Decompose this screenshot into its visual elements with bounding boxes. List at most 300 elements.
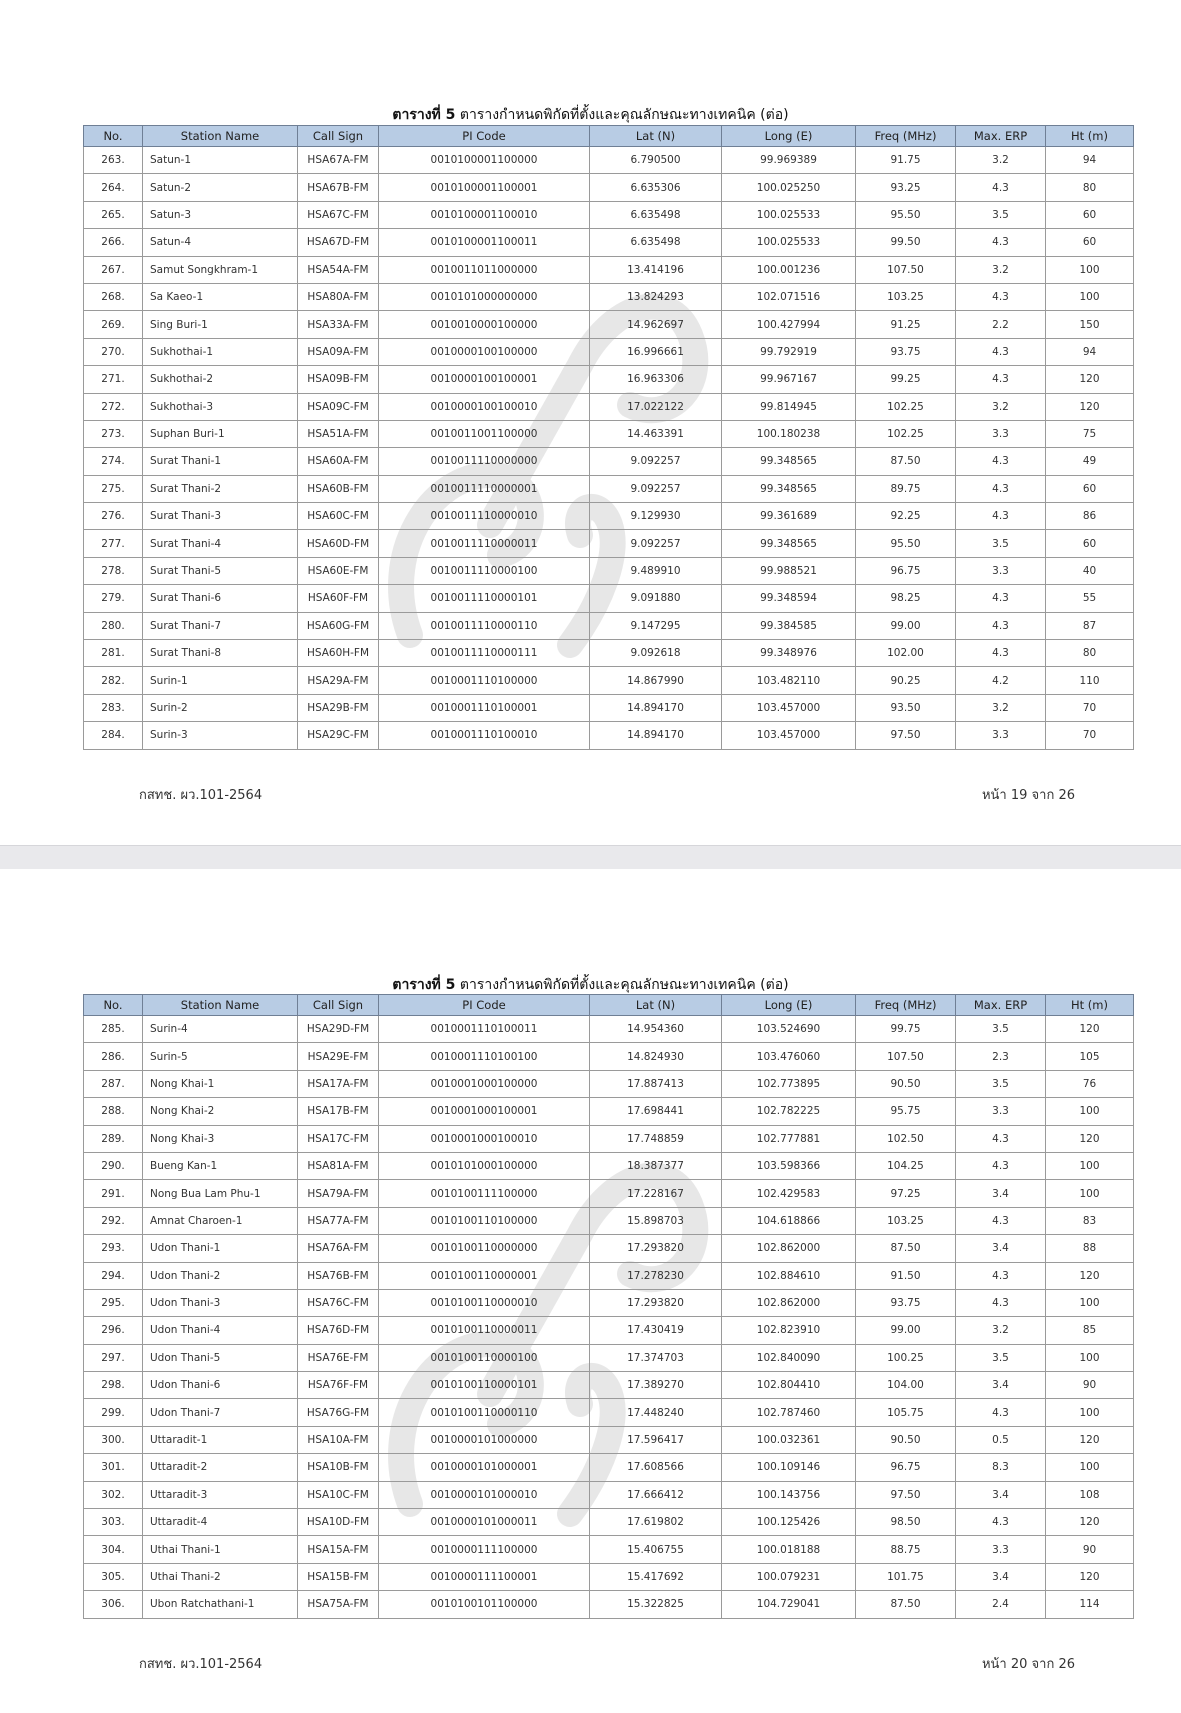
cell-station-name: Surin-1 bbox=[143, 667, 298, 694]
cell-no: 303. bbox=[84, 1509, 143, 1536]
cell-call-sign: HSA60C-FM bbox=[298, 503, 379, 530]
cell-station-name: Surin-2 bbox=[143, 694, 298, 721]
cell-freq: 103.25 bbox=[856, 283, 956, 310]
table-row bbox=[84, 1563, 1134, 1590]
cell-height: 75 bbox=[1046, 420, 1134, 447]
cell-no: 289. bbox=[84, 1125, 143, 1152]
cell-long: 100.427994 bbox=[722, 311, 856, 338]
cell-lat: 15.322825 bbox=[590, 1591, 722, 1618]
cell-freq: 90.50 bbox=[856, 1070, 956, 1097]
cell-pi-code: 0010100110000001 bbox=[379, 1262, 590, 1289]
cell-long: 102.782225 bbox=[722, 1098, 856, 1125]
cell-station-name: Udon Thani-1 bbox=[143, 1235, 298, 1262]
cell-no: 281. bbox=[84, 640, 143, 667]
cell-freq: 92.25 bbox=[856, 503, 956, 530]
cell-lat: 9.129930 bbox=[590, 503, 722, 530]
cell-call-sign: HSA54A-FM bbox=[298, 256, 379, 283]
cell-long: 100.032361 bbox=[722, 1426, 856, 1453]
cell-pi-code: 0010100111100000 bbox=[379, 1180, 590, 1207]
cell-lat: 17.666412 bbox=[590, 1481, 722, 1508]
cell-freq: 102.25 bbox=[856, 420, 956, 447]
cell-pi-code: 0010001110100100 bbox=[379, 1043, 590, 1070]
cell-long: 103.598366 bbox=[722, 1152, 856, 1179]
cell-long: 99.384585 bbox=[722, 612, 856, 639]
cell-no: 275. bbox=[84, 475, 143, 502]
table-row bbox=[84, 1235, 1134, 1262]
cell-pi-code: 0010000100100000 bbox=[379, 338, 590, 365]
cell-long: 99.348565 bbox=[722, 475, 856, 502]
cell-pi-code: 0010100110000011 bbox=[379, 1317, 590, 1344]
cell-freq: 93.75 bbox=[856, 338, 956, 365]
cell-lat: 14.894170 bbox=[590, 694, 722, 721]
column-header-max-erp: Max. ERP bbox=[956, 126, 1046, 147]
cell-call-sign: HSA29A-FM bbox=[298, 667, 379, 694]
cell-freq: 88.75 bbox=[856, 1536, 956, 1563]
column-header-lat: Lat (N) bbox=[590, 126, 722, 147]
page-number: หน้า 19 จาก 26 bbox=[981, 788, 1075, 803]
cell-freq: 105.75 bbox=[856, 1399, 956, 1426]
cell-freq: 99.00 bbox=[856, 612, 956, 639]
cell-call-sign: HSA77A-FM bbox=[298, 1207, 379, 1234]
cell-long: 99.814945 bbox=[722, 393, 856, 420]
cell-max-erp: 4.3 bbox=[956, 448, 1046, 475]
cell-call-sign: HSA60D-FM bbox=[298, 530, 379, 557]
cell-long: 99.988521 bbox=[722, 557, 856, 584]
cell-pi-code: 0010001000100010 bbox=[379, 1125, 590, 1152]
cell-pi-code: 0010011110000000 bbox=[379, 448, 590, 475]
cell-no: 292. bbox=[84, 1207, 143, 1234]
cell-height: 120 bbox=[1046, 1262, 1134, 1289]
cell-lat: 18.387377 bbox=[590, 1152, 722, 1179]
cell-freq: 87.50 bbox=[856, 448, 956, 475]
cell-max-erp: 3.2 bbox=[956, 147, 1046, 174]
document-page-19 bbox=[0, 0, 1181, 845]
table-row bbox=[84, 147, 1134, 174]
cell-pi-code: 0010000101000011 bbox=[379, 1509, 590, 1536]
table-row bbox=[84, 1016, 1134, 1043]
table-title-text: ตารางกำหนดพิกัดที่ตั้งและคุณลักษณะทางเทคนิค (ต่อ) bbox=[455, 977, 789, 993]
cell-no: 263. bbox=[84, 147, 143, 174]
cell-call-sign: HSA76A-FM bbox=[298, 1235, 379, 1262]
cell-station-name: Udon Thani-2 bbox=[143, 1262, 298, 1289]
cell-max-erp: 3.3 bbox=[956, 420, 1046, 447]
cell-no: 299. bbox=[84, 1399, 143, 1426]
cell-max-erp: 4.3 bbox=[956, 338, 1046, 365]
cell-pi-code: 0010101000100000 bbox=[379, 1152, 590, 1179]
cell-lat: 14.954360 bbox=[590, 1016, 722, 1043]
cell-max-erp: 4.3 bbox=[956, 503, 1046, 530]
cell-lat: 17.228167 bbox=[590, 1180, 722, 1207]
column-header-lat: Lat (N) bbox=[590, 995, 722, 1016]
cell-station-name: Sing Buri-1 bbox=[143, 311, 298, 338]
cell-lat: 17.278230 bbox=[590, 1262, 722, 1289]
cell-max-erp: 3.3 bbox=[956, 557, 1046, 584]
cell-pi-code: 0010100001100010 bbox=[379, 201, 590, 228]
table-row bbox=[84, 1207, 1134, 1234]
cell-height: 100 bbox=[1046, 1098, 1134, 1125]
cell-station-name: Udon Thani-7 bbox=[143, 1399, 298, 1426]
cell-no: 267. bbox=[84, 256, 143, 283]
cell-lat: 17.619802 bbox=[590, 1509, 722, 1536]
cell-long: 100.109146 bbox=[722, 1454, 856, 1481]
table-row bbox=[84, 256, 1134, 283]
table-row bbox=[84, 1426, 1134, 1453]
cell-freq: 93.25 bbox=[856, 174, 956, 201]
cell-pi-code: 0010001000100000 bbox=[379, 1070, 590, 1097]
cell-freq: 104.00 bbox=[856, 1372, 956, 1399]
table-row bbox=[84, 1289, 1134, 1316]
cell-lat: 15.898703 bbox=[590, 1207, 722, 1234]
table-row bbox=[84, 1344, 1134, 1371]
cell-max-erp: 4.3 bbox=[956, 229, 1046, 256]
cell-station-name: Surat Thani-1 bbox=[143, 448, 298, 475]
cell-call-sign: HSA76E-FM bbox=[298, 1344, 379, 1371]
cell-no: 271. bbox=[84, 366, 143, 393]
cell-lat: 9.092618 bbox=[590, 640, 722, 667]
cell-freq: 101.75 bbox=[856, 1563, 956, 1590]
cell-call-sign: HSA60F-FM bbox=[298, 585, 379, 612]
cell-freq: 99.50 bbox=[856, 229, 956, 256]
cell-height: 105 bbox=[1046, 1043, 1134, 1070]
cell-station-name: Surat Thani-3 bbox=[143, 503, 298, 530]
cell-station-name: Sukhothai-2 bbox=[143, 366, 298, 393]
cell-freq: 93.50 bbox=[856, 694, 956, 721]
cell-freq: 104.25 bbox=[856, 1152, 956, 1179]
cell-lat: 14.463391 bbox=[590, 420, 722, 447]
cell-long: 99.361689 bbox=[722, 503, 856, 530]
cell-no: 297. bbox=[84, 1344, 143, 1371]
column-header-pi-code: PI Code bbox=[379, 995, 590, 1016]
cell-station-name: Satun-4 bbox=[143, 229, 298, 256]
cell-call-sign: HSA76B-FM bbox=[298, 1262, 379, 1289]
cell-station-name: Nong Khai-2 bbox=[143, 1098, 298, 1125]
table-header-row bbox=[84, 126, 1134, 147]
cell-long: 103.476060 bbox=[722, 1043, 856, 1070]
cell-call-sign: HSA15A-FM bbox=[298, 1536, 379, 1563]
cell-call-sign: HSA60A-FM bbox=[298, 448, 379, 475]
cell-height: 120 bbox=[1046, 366, 1134, 393]
station-table bbox=[83, 994, 1134, 1619]
table-title-number: ตารางที่ 5 bbox=[392, 977, 456, 993]
cell-call-sign: HSA79A-FM bbox=[298, 1180, 379, 1207]
cell-call-sign: HSA09B-FM bbox=[298, 366, 379, 393]
cell-freq: 99.00 bbox=[856, 1317, 956, 1344]
table-body bbox=[84, 1016, 1134, 1619]
column-header-station-name: Station Name bbox=[143, 995, 298, 1016]
cell-height: 100 bbox=[1046, 1454, 1134, 1481]
cell-long: 99.348976 bbox=[722, 640, 856, 667]
cell-no: 278. bbox=[84, 557, 143, 584]
cell-height: 70 bbox=[1046, 694, 1134, 721]
cell-lat: 9.092257 bbox=[590, 475, 722, 502]
cell-max-erp: 3.4 bbox=[956, 1180, 1046, 1207]
cell-long: 100.025533 bbox=[722, 201, 856, 228]
cell-call-sign: HSA80A-FM bbox=[298, 283, 379, 310]
column-header-no: No. bbox=[84, 995, 143, 1016]
cell-freq: 91.25 bbox=[856, 311, 956, 338]
cell-station-name: Satun-1 bbox=[143, 147, 298, 174]
cell-no: 274. bbox=[84, 448, 143, 475]
column-header-freq: Freq (MHz) bbox=[856, 126, 956, 147]
table-row bbox=[84, 1536, 1134, 1563]
table-row bbox=[84, 366, 1134, 393]
cell-lat: 16.996661 bbox=[590, 338, 722, 365]
cell-call-sign: HSA75A-FM bbox=[298, 1591, 379, 1618]
table-row bbox=[84, 1481, 1134, 1508]
cell-lat: 16.963306 bbox=[590, 366, 722, 393]
cell-long: 99.969389 bbox=[722, 147, 856, 174]
cell-station-name: Surin-5 bbox=[143, 1043, 298, 1070]
table-row bbox=[84, 585, 1134, 612]
cell-long: 104.729041 bbox=[722, 1591, 856, 1618]
cell-max-erp: 3.4 bbox=[956, 1235, 1046, 1262]
cell-station-name: Udon Thani-4 bbox=[143, 1317, 298, 1344]
cell-freq: 91.75 bbox=[856, 147, 956, 174]
cell-height: 120 bbox=[1046, 1426, 1134, 1453]
table-row bbox=[84, 667, 1134, 694]
cell-no: 298. bbox=[84, 1372, 143, 1399]
document-page-20 bbox=[0, 869, 1181, 1713]
table-row bbox=[84, 1372, 1134, 1399]
cell-long: 102.787460 bbox=[722, 1399, 856, 1426]
cell-max-erp: 4.3 bbox=[956, 1262, 1046, 1289]
cell-max-erp: 3.2 bbox=[956, 256, 1046, 283]
cell-call-sign: HSA60G-FM bbox=[298, 612, 379, 639]
cell-max-erp: 3.5 bbox=[956, 1016, 1046, 1043]
cell-max-erp: 4.3 bbox=[956, 1289, 1046, 1316]
cell-long: 102.071516 bbox=[722, 283, 856, 310]
cell-freq: 102.25 bbox=[856, 393, 956, 420]
column-header-pi-code: PI Code bbox=[379, 126, 590, 147]
cell-call-sign: HSA67B-FM bbox=[298, 174, 379, 201]
cell-freq: 102.50 bbox=[856, 1125, 956, 1152]
cell-lat: 6.635306 bbox=[590, 174, 722, 201]
cell-long: 102.862000 bbox=[722, 1235, 856, 1262]
cell-freq: 95.50 bbox=[856, 530, 956, 557]
cell-call-sign: HSA17A-FM bbox=[298, 1070, 379, 1097]
cell-no: 300. bbox=[84, 1426, 143, 1453]
table-row bbox=[84, 283, 1134, 310]
cell-long: 100.025533 bbox=[722, 229, 856, 256]
cell-lat: 17.448240 bbox=[590, 1399, 722, 1426]
cell-call-sign: HSA51A-FM bbox=[298, 420, 379, 447]
cell-pi-code: 0010001110100010 bbox=[379, 722, 590, 749]
cell-station-name: Udon Thani-5 bbox=[143, 1344, 298, 1371]
cell-station-name: Uttaradit-3 bbox=[143, 1481, 298, 1508]
cell-long: 99.348565 bbox=[722, 530, 856, 557]
table-row bbox=[84, 1180, 1134, 1207]
cell-height: 60 bbox=[1046, 475, 1134, 502]
cell-freq: 107.50 bbox=[856, 256, 956, 283]
cell-station-name: Surat Thani-6 bbox=[143, 585, 298, 612]
cell-max-erp: 2.2 bbox=[956, 311, 1046, 338]
cell-long: 99.967167 bbox=[722, 366, 856, 393]
cell-long: 102.777881 bbox=[722, 1125, 856, 1152]
cell-max-erp: 3.4 bbox=[956, 1372, 1046, 1399]
cell-lat: 17.748859 bbox=[590, 1125, 722, 1152]
cell-call-sign: HSA60B-FM bbox=[298, 475, 379, 502]
cell-height: 86 bbox=[1046, 503, 1134, 530]
cell-call-sign: HSA76F-FM bbox=[298, 1372, 379, 1399]
cell-height: 94 bbox=[1046, 147, 1134, 174]
cell-max-erp: 4.3 bbox=[956, 612, 1046, 639]
table-title-number: ตารางที่ 5 bbox=[392, 107, 456, 123]
cell-no: 276. bbox=[84, 503, 143, 530]
cell-height: 40 bbox=[1046, 557, 1134, 584]
cell-lat: 17.887413 bbox=[590, 1070, 722, 1097]
table-title-text: ตารางกำหนดพิกัดที่ตั้งและคุณลักษณะทางเทคนิค (ต่อ) bbox=[455, 107, 789, 123]
cell-no: 305. bbox=[84, 1563, 143, 1590]
cell-pi-code: 0010011001100000 bbox=[379, 420, 590, 447]
cell-no: 282. bbox=[84, 667, 143, 694]
table-header-row bbox=[84, 995, 1134, 1016]
cell-lat: 14.962697 bbox=[590, 311, 722, 338]
cell-freq: 96.75 bbox=[856, 1454, 956, 1481]
cell-no: 304. bbox=[84, 1536, 143, 1563]
cell-station-name: Bueng Kan-1 bbox=[143, 1152, 298, 1179]
cell-pi-code: 0010000101000000 bbox=[379, 1426, 590, 1453]
cell-max-erp: 3.5 bbox=[956, 1070, 1046, 1097]
table-title bbox=[0, 104, 1181, 126]
table-row bbox=[84, 722, 1134, 749]
cell-long: 102.804410 bbox=[722, 1372, 856, 1399]
cell-freq: 97.25 bbox=[856, 1180, 956, 1207]
cell-no: 272. bbox=[84, 393, 143, 420]
cell-pi-code: 0010001110100000 bbox=[379, 667, 590, 694]
cell-freq: 90.25 bbox=[856, 667, 956, 694]
cell-freq: 97.50 bbox=[856, 722, 956, 749]
cell-pi-code: 0010011110000011 bbox=[379, 530, 590, 557]
cell-max-erp: 4.3 bbox=[956, 1152, 1046, 1179]
cell-no: 291. bbox=[84, 1180, 143, 1207]
page-separator bbox=[0, 845, 1181, 871]
cell-station-name: Nong Khai-3 bbox=[143, 1125, 298, 1152]
cell-height: 100 bbox=[1046, 1152, 1134, 1179]
page-number: หน้า 20 จาก 26 bbox=[981, 1657, 1075, 1672]
cell-long: 102.862000 bbox=[722, 1289, 856, 1316]
cell-no: 293. bbox=[84, 1235, 143, 1262]
cell-max-erp: 4.3 bbox=[956, 283, 1046, 310]
cell-long: 103.482110 bbox=[722, 667, 856, 694]
cell-station-name: Satun-2 bbox=[143, 174, 298, 201]
cell-pi-code: 0010011110000010 bbox=[379, 503, 590, 530]
cell-no: 279. bbox=[84, 585, 143, 612]
table-row bbox=[84, 1098, 1134, 1125]
table-row bbox=[84, 1454, 1134, 1481]
cell-height: 120 bbox=[1046, 1509, 1134, 1536]
cell-freq: 95.75 bbox=[856, 1098, 956, 1125]
cell-height: 150 bbox=[1046, 311, 1134, 338]
table-row bbox=[84, 393, 1134, 420]
cell-pi-code: 0010011011000000 bbox=[379, 256, 590, 283]
cell-call-sign: HSA10B-FM bbox=[298, 1454, 379, 1481]
cell-height: 100 bbox=[1046, 1289, 1134, 1316]
cell-freq: 90.50 bbox=[856, 1426, 956, 1453]
cell-height: 120 bbox=[1046, 1125, 1134, 1152]
table-row bbox=[84, 420, 1134, 447]
cell-call-sign: HSA10A-FM bbox=[298, 1426, 379, 1453]
cell-max-erp: 3.3 bbox=[956, 1098, 1046, 1125]
cell-height: 120 bbox=[1046, 1563, 1134, 1590]
column-header-freq: Freq (MHz) bbox=[856, 995, 956, 1016]
cell-max-erp: 3.5 bbox=[956, 530, 1046, 557]
cell-no: 277. bbox=[84, 530, 143, 557]
cell-no: 294. bbox=[84, 1262, 143, 1289]
cell-station-name: Surat Thani-2 bbox=[143, 475, 298, 502]
cell-pi-code: 0010000101000010 bbox=[379, 1481, 590, 1508]
cell-long: 100.180238 bbox=[722, 420, 856, 447]
cell-long: 100.018188 bbox=[722, 1536, 856, 1563]
cell-station-name: Surin-4 bbox=[143, 1016, 298, 1043]
cell-pi-code: 0010000111100001 bbox=[379, 1563, 590, 1590]
cell-max-erp: 3.3 bbox=[956, 1536, 1046, 1563]
cell-lat: 14.867990 bbox=[590, 667, 722, 694]
cell-pi-code: 0010100001100011 bbox=[379, 229, 590, 256]
cell-lat: 9.147295 bbox=[590, 612, 722, 639]
cell-station-name: Surin-3 bbox=[143, 722, 298, 749]
cell-station-name: Ubon Ratchathani-1 bbox=[143, 1591, 298, 1618]
cell-max-erp: 3.5 bbox=[956, 201, 1046, 228]
table-row bbox=[84, 1152, 1134, 1179]
column-header-height: Ht (m) bbox=[1046, 126, 1134, 147]
station-table bbox=[83, 125, 1134, 750]
cell-max-erp: 4.2 bbox=[956, 667, 1046, 694]
cell-call-sign: HSA67D-FM bbox=[298, 229, 379, 256]
cell-station-name: Samut Songkhram-1 bbox=[143, 256, 298, 283]
cell-max-erp: 2.3 bbox=[956, 1043, 1046, 1070]
cell-no: 268. bbox=[84, 283, 143, 310]
cell-no: 306. bbox=[84, 1591, 143, 1618]
cell-max-erp: 2.4 bbox=[956, 1591, 1046, 1618]
cell-no: 288. bbox=[84, 1098, 143, 1125]
cell-station-name: Satun-3 bbox=[143, 201, 298, 228]
cell-lat: 17.698441 bbox=[590, 1098, 722, 1125]
cell-station-name: Nong Bua Lam Phu-1 bbox=[143, 1180, 298, 1207]
cell-no: 285. bbox=[84, 1016, 143, 1043]
document-code: กสทช. ผว.101-2564 bbox=[139, 788, 263, 803]
cell-lat: 9.092257 bbox=[590, 530, 722, 557]
cell-long: 100.001236 bbox=[722, 256, 856, 283]
cell-call-sign: HSA17B-FM bbox=[298, 1098, 379, 1125]
cell-station-name: Uttaradit-2 bbox=[143, 1454, 298, 1481]
cell-call-sign: HSA60E-FM bbox=[298, 557, 379, 584]
cell-station-name: Suphan Buri-1 bbox=[143, 420, 298, 447]
cell-max-erp: 3.2 bbox=[956, 393, 1046, 420]
cell-height: 90 bbox=[1046, 1372, 1134, 1399]
table-row bbox=[84, 475, 1134, 502]
cell-max-erp: 4.3 bbox=[956, 585, 1046, 612]
cell-freq: 93.75 bbox=[856, 1289, 956, 1316]
cell-long: 102.429583 bbox=[722, 1180, 856, 1207]
table-row bbox=[84, 1509, 1134, 1536]
cell-long: 103.457000 bbox=[722, 694, 856, 721]
table-row bbox=[84, 338, 1134, 365]
cell-freq: 107.50 bbox=[856, 1043, 956, 1070]
cell-lat: 15.406755 bbox=[590, 1536, 722, 1563]
column-header-long: Long (E) bbox=[722, 126, 856, 147]
cell-station-name: Sukhothai-1 bbox=[143, 338, 298, 365]
cell-freq: 99.75 bbox=[856, 1016, 956, 1043]
cell-call-sign: HSA17C-FM bbox=[298, 1125, 379, 1152]
cell-max-erp: 4.3 bbox=[956, 475, 1046, 502]
cell-max-erp: 4.3 bbox=[956, 1125, 1046, 1152]
cell-long: 103.524690 bbox=[722, 1016, 856, 1043]
table-row bbox=[84, 448, 1134, 475]
cell-long: 100.079231 bbox=[722, 1563, 856, 1590]
table-row bbox=[84, 1043, 1134, 1070]
cell-no: 280. bbox=[84, 612, 143, 639]
cell-height: 83 bbox=[1046, 1207, 1134, 1234]
